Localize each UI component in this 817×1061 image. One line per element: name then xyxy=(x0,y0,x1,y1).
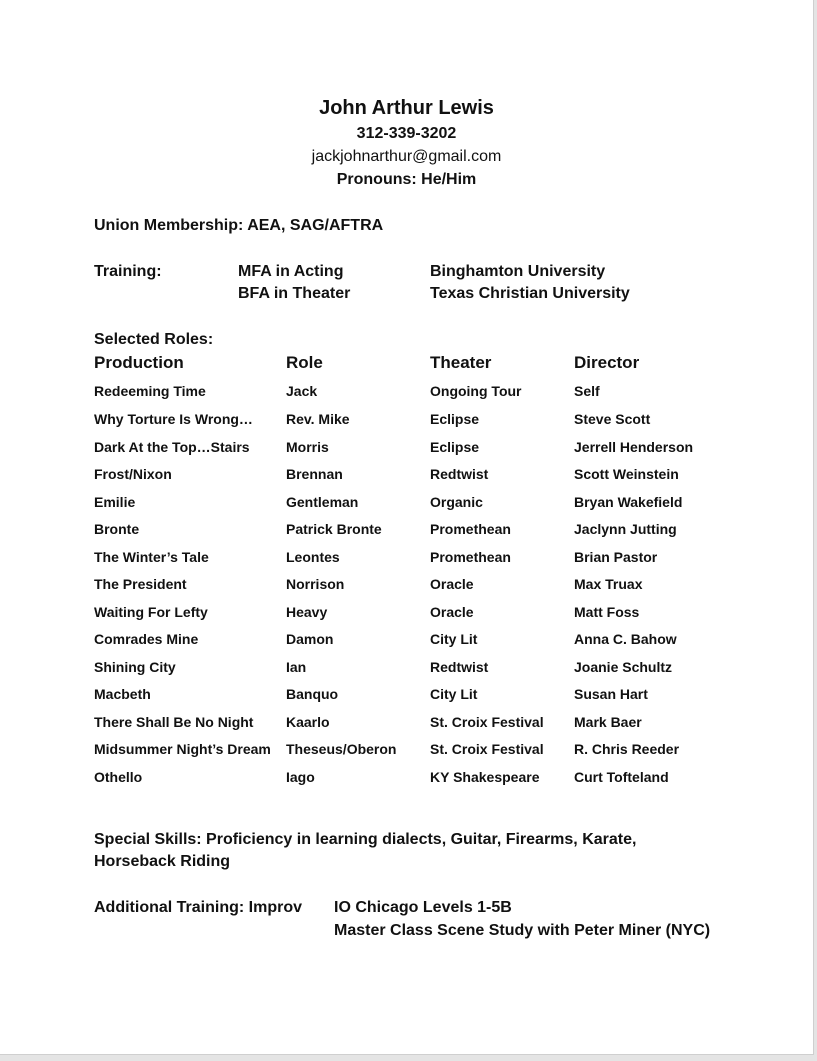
email-address: jackjohnarthur@gmail.com xyxy=(311,148,502,165)
column-header-director: Director xyxy=(574,353,640,372)
director-cell: Scott Weinstein xyxy=(574,466,679,482)
training-label: Training: xyxy=(94,263,162,280)
role-cell: Rev. Mike xyxy=(286,411,350,427)
production-cell: Waiting For Lefty xyxy=(94,604,208,620)
theater-cell: Redtwist xyxy=(430,659,489,675)
additional-training-entry: Master Class Scene Study with Peter Miner (NYC) xyxy=(334,922,711,939)
union-membership: Union Membership: AEA, SAG/AFTRA xyxy=(94,217,384,234)
table-row xyxy=(0,741,813,768)
production-cell: The Winter’s Tale xyxy=(94,549,209,565)
production-cell: Redeeming Time xyxy=(94,383,206,399)
director-cell: Jerrell Henderson xyxy=(574,439,694,455)
role-cell: Theseus/Oberon xyxy=(286,741,397,757)
director-cell: Jaclynn Jutting xyxy=(574,521,677,537)
director-cell: Brian Pastor xyxy=(574,549,658,565)
table-row xyxy=(0,686,813,713)
phone-number: 312-339-3202 xyxy=(356,125,457,142)
director-cell: Steve Scott xyxy=(574,411,651,427)
role-cell: Patrick Bronte xyxy=(286,521,382,537)
production-cell: There Shall Be No Night xyxy=(94,714,254,730)
production-cell: Emilie xyxy=(94,494,136,510)
theater-cell: KY Shakespeare xyxy=(430,769,540,785)
training-school: Texas Christian University xyxy=(430,285,630,302)
director-cell: Max Truax xyxy=(574,576,643,592)
theater-cell: City Lit xyxy=(430,686,478,702)
additional-training-label: Additional Training: Improv xyxy=(94,899,302,916)
production-cell: Midsummer Night’s Dream xyxy=(94,741,271,757)
additional-training-entry: IO Chicago Levels 1-5B xyxy=(334,899,512,916)
column-header-role: Role xyxy=(286,353,323,372)
theater-cell: Eclipse xyxy=(430,439,480,455)
theater-cell: Eclipse xyxy=(430,411,480,427)
selected-roles-label: Selected Roles: xyxy=(94,331,214,348)
role-cell: Ian xyxy=(286,659,307,675)
table-row xyxy=(0,466,813,493)
theater-cell: Ongoing Tour xyxy=(430,383,522,399)
special-skills-line: Horseback Riding xyxy=(94,853,231,870)
role-cell: Gentleman xyxy=(286,494,359,510)
table-row xyxy=(0,576,813,603)
production-cell: Comrades Mine xyxy=(94,631,199,647)
production-cell: Shining City xyxy=(94,659,176,675)
role-cell: Morris xyxy=(286,439,329,455)
director-cell: Curt Tofteland xyxy=(574,769,669,785)
role-cell: Kaarlo xyxy=(286,714,330,730)
table-row xyxy=(0,631,813,658)
director-cell: Matt Foss xyxy=(574,604,640,620)
director-cell: R. Chris Reeder xyxy=(574,741,680,757)
role-cell: Jack xyxy=(286,383,318,399)
table-row xyxy=(0,383,813,410)
theater-cell: St. Croix Festival xyxy=(430,714,544,730)
theater-cell: Promethean xyxy=(430,521,511,537)
role-cell: Norrison xyxy=(286,576,345,592)
director-cell: Bryan Wakefield xyxy=(574,494,683,510)
production-cell: Othello xyxy=(94,769,143,785)
role-cell: Leontes xyxy=(286,549,340,565)
column-header-production: Production xyxy=(94,353,184,372)
production-cell: Frost/Nixon xyxy=(94,466,172,482)
production-cell: Macbeth xyxy=(94,686,151,702)
director-cell: Joanie Schultz xyxy=(574,659,673,675)
theater-cell: Promethean xyxy=(430,549,511,565)
training-school: Binghamton University xyxy=(430,263,606,280)
role-cell: Damon xyxy=(286,631,334,647)
theater-cell: City Lit xyxy=(430,631,478,647)
table-row xyxy=(0,439,813,466)
theater-cell: Organic xyxy=(430,494,483,510)
role-cell: Banquo xyxy=(286,686,339,702)
special-skills-line: Special Skills: Proficiency in learning dialects, Guitar, Firearms, Karate, xyxy=(94,831,637,848)
column-header-theater: Theater xyxy=(430,353,492,372)
role-cell: Brennan xyxy=(286,466,343,482)
theater-cell: St. Croix Festival xyxy=(430,741,544,757)
role-cell: Iago xyxy=(286,769,315,785)
production-cell: Dark At the Top…Stairs xyxy=(94,439,250,455)
production-cell: The President xyxy=(94,576,187,592)
director-cell: Mark Baer xyxy=(574,714,642,730)
table-row xyxy=(0,411,813,438)
table-row xyxy=(0,521,813,548)
table-row xyxy=(0,714,813,741)
director-cell: Anna C. Bahow xyxy=(574,631,677,647)
production-cell: Bronte xyxy=(94,521,140,537)
table-row xyxy=(0,494,813,521)
theater-cell: Oracle xyxy=(430,604,474,620)
role-cell: Heavy xyxy=(286,604,328,620)
theater-cell: Redtwist xyxy=(430,466,489,482)
theater-cell: Oracle xyxy=(430,576,474,592)
training-degree: MFA in Acting xyxy=(238,263,344,280)
table-row xyxy=(0,769,813,796)
director-cell: Self xyxy=(574,383,600,399)
table-row xyxy=(0,549,813,576)
table-row xyxy=(0,659,813,686)
resume-name: John Arthur Lewis xyxy=(319,97,494,119)
pronouns: Pronouns: He/Him xyxy=(336,171,477,188)
production-cell: Why Torture Is Wrong… xyxy=(94,411,253,427)
training-degree: BFA in Theater xyxy=(238,285,351,302)
table-row xyxy=(0,604,813,631)
director-cell: Susan Hart xyxy=(574,686,648,702)
